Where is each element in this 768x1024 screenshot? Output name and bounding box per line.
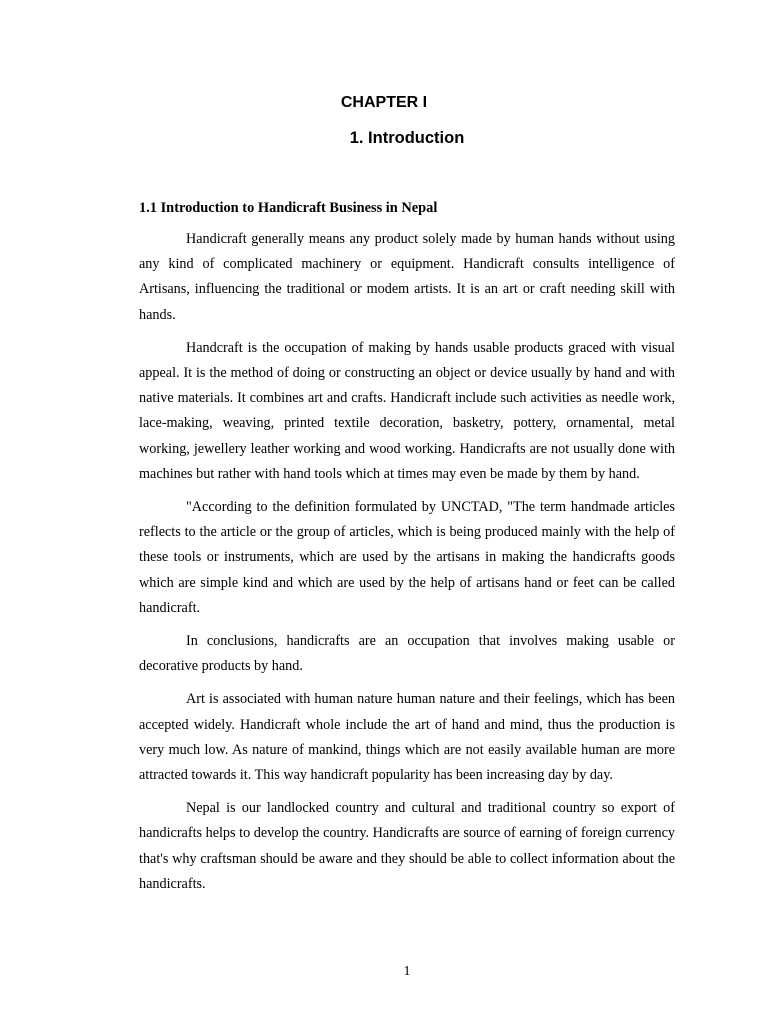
paragraph-5: Art is associated with human nature human nature and their feelings, which has been accepted widely. Handicraft whole include the art of hand and mind, thus the production is very much low. As nature of mankind, things which are not easily available human are more attracted towards it. This way handicraft popularity has been increasing day by day. [139, 691, 675, 784]
paragraph-2: Handcraft is the occupation of making by hands usable products graced with visual appeal. It is the method of doing or constructing an object or device usually by hand and with native materials. It combines art and crafts. Handicraft include such activities as needle work, lace-making, weaving, printed textile decoration, basketry, pottery, ornamental, metal working, jewellery leather working and wood working. Handicrafts are not usually done with machines but rather with hand tools which at times may even be made by them by hand. [139, 339, 675, 482]
paragraph-4: In conclusions, handicrafts are an occupation that involves making usable or decorative products by hand. [139, 633, 675, 675]
paragraph-6: Nepal is our landlocked country and cultural and traditional country so export of handicrafts helps to develop the country. Handicrafts are source of earning of foreign currency that's why craftsman should be aware and they should be able to collect information about the handicrafts. [139, 800, 675, 892]
section-title: 1. Introduction [349, 129, 465, 147]
chapter-title: CHAPTER I [340, 94, 428, 111]
page-number: 1 [403, 964, 411, 979]
document-body [139, 196, 675, 905]
paragraph-3: "According to the definition formulated by UNCTAD, "The term handmade articles reflects to the article or the group of articles, which is being produced mainly with the help of these tools or instruments, which are used by the artisans in making the handicrafts goods which are simple kind and which are used by the help of artisans hand or feet can be called handicraft. [139, 499, 675, 616]
subsection-title: 1.1 Introduction to Handicraft Business in Nepal [139, 200, 438, 216]
paragraph-1: Handicraft generally means any product solely made by human hands without using any kind of complicated machinery or equipment. Handicraft consults intelligence of Artisans, influencing the traditional or modem artists. It is an art or craft needing skill with hands. [139, 231, 675, 323]
